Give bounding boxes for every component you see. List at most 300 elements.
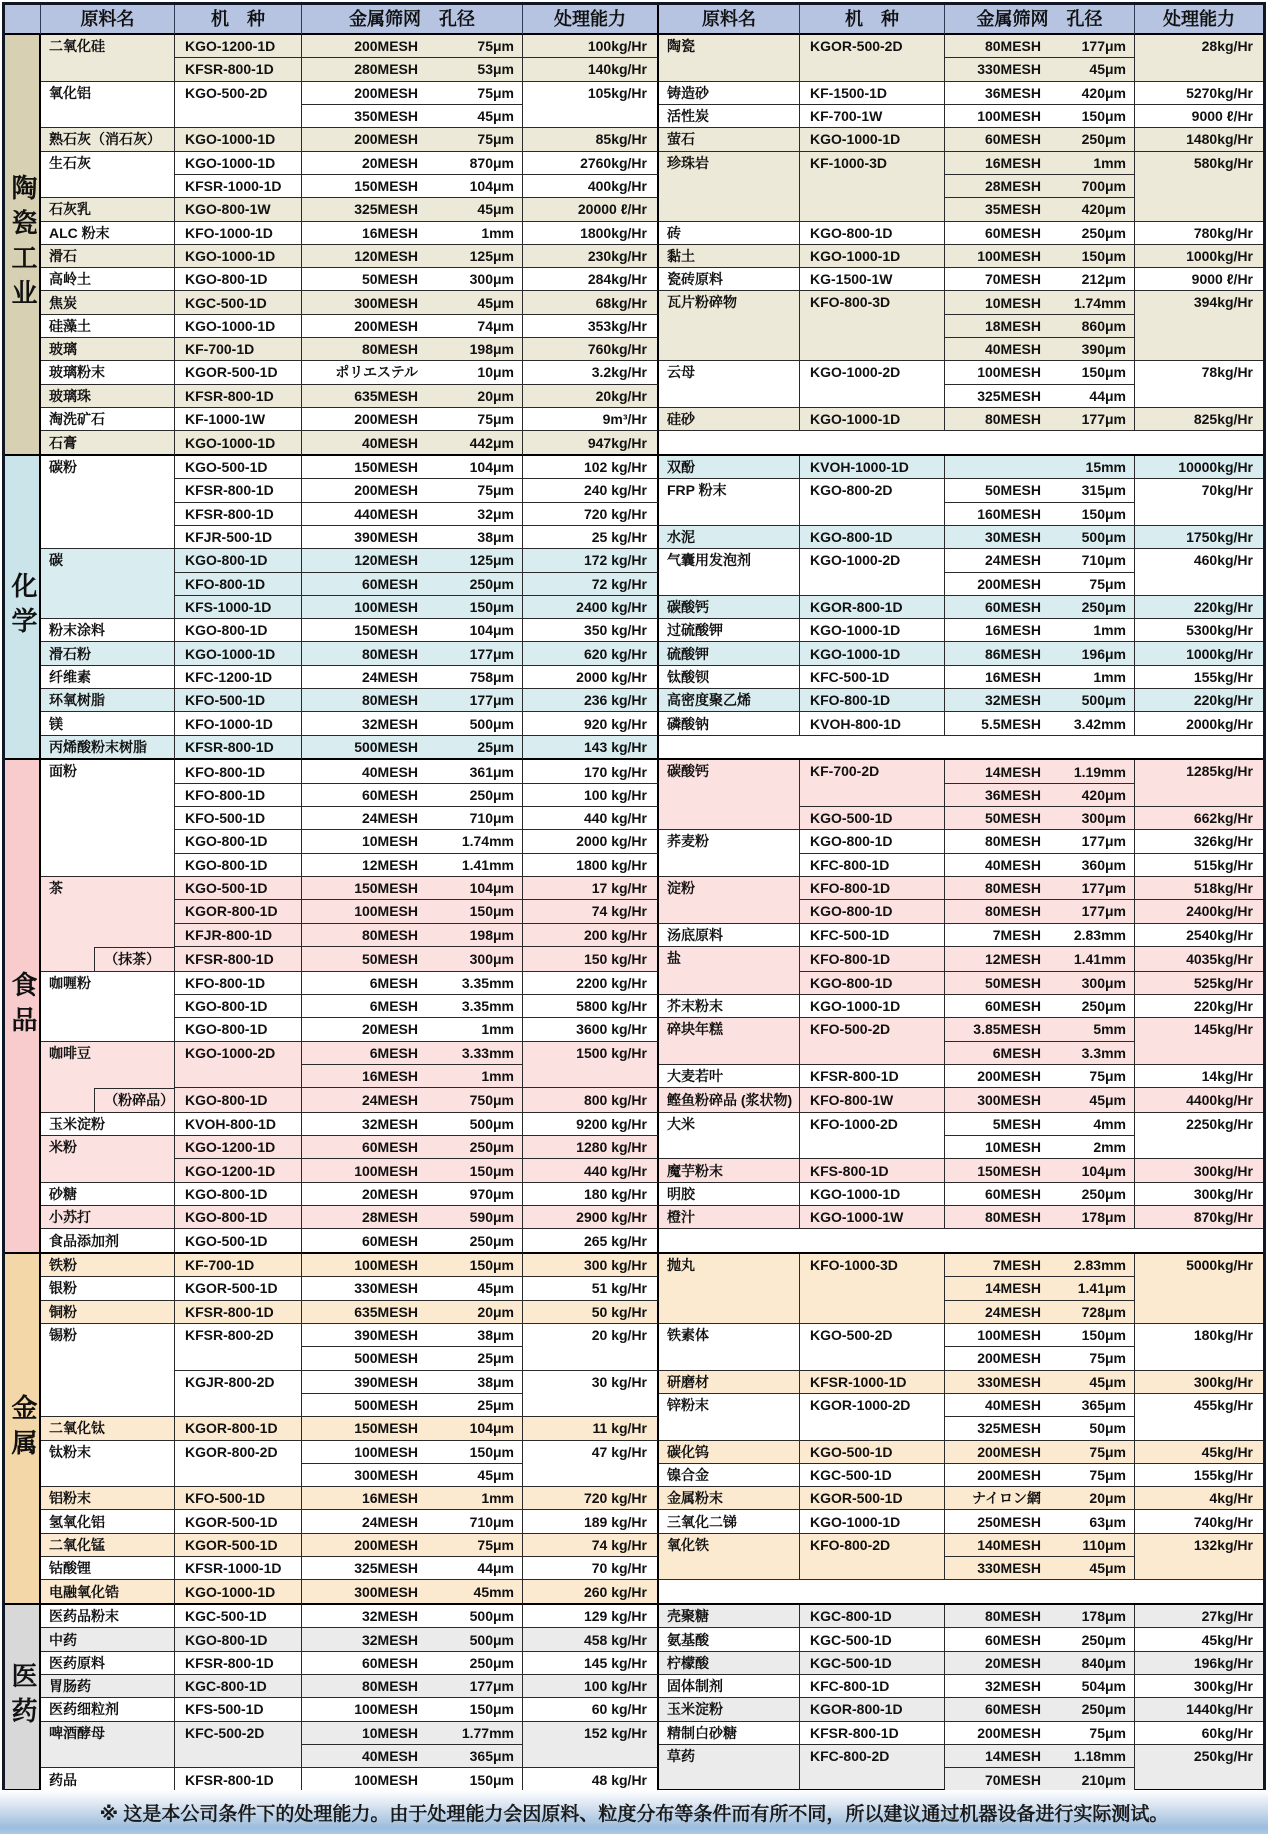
aperture-cell: 125μm (432, 549, 523, 572)
machine-cell: KFC-800-1D (800, 854, 945, 877)
mesh-cell: 50MESH (302, 268, 432, 291)
machine-cell: KGO-1000-1D (175, 642, 302, 665)
mesh-cell: 5.5MESH (945, 712, 1055, 735)
mesh-cell: 100MESH (945, 105, 1055, 128)
aperture-cell: 177μm (1055, 408, 1135, 431)
material-cell: 碳化钨 (659, 1441, 800, 1464)
machine-cell: KFS-800-1D (800, 1159, 945, 1182)
machine-cell: KFSR-1000-1D (800, 1371, 945, 1394)
header-mesh-aperture-left: 金属筛网 孔径 (302, 5, 523, 35)
material-cell: 米粉 (41, 1136, 175, 1183)
aperture-cell: 75μm (432, 408, 523, 431)
capacity-cell: 220kg/Hr (1135, 596, 1263, 619)
mesh-cell: 330MESH (945, 1557, 1055, 1580)
aperture-cell: 250μm (432, 1652, 523, 1675)
material-cell: 金属粉末 (659, 1487, 800, 1510)
machine-cell: KGO-1000-1D (800, 408, 945, 431)
mesh-cell: 390MESH (302, 526, 432, 549)
aperture-cell: 44μm (1055, 385, 1135, 408)
aperture-cell: 177μm (1055, 900, 1135, 923)
machine-cell: KFO-1000-1D (175, 712, 302, 735)
material-cell: 氧化铝 (41, 82, 175, 129)
material-cell: 淀粉 (659, 877, 800, 924)
mesh-cell: 60MESH (302, 573, 432, 596)
mesh-cell: 80MESH (945, 35, 1055, 58)
aperture-cell: 212μm (1055, 268, 1135, 291)
material-cell: 精制白砂糖 (659, 1722, 800, 1745)
mesh-cell: 60MESH (945, 995, 1055, 1018)
machine-cell: KFC-500-2D (175, 1722, 302, 1769)
aperture-cell: 15mm (1055, 456, 1135, 479)
aperture-cell: 500μm (1055, 689, 1135, 712)
mesh-cell: 10MESH (945, 1136, 1055, 1159)
aperture-cell: 250μm (1055, 222, 1135, 245)
mesh-cell: 200MESH (945, 1441, 1055, 1464)
machine-cell: KFS-500-1D (175, 1698, 302, 1721)
aperture-cell: 125μm (432, 245, 523, 268)
machine-cell: KGC-500-1D (800, 1628, 945, 1651)
mesh-cell: 300MESH (945, 1088, 1055, 1113)
mesh-cell: 70MESH (945, 1768, 1055, 1791)
mesh-cell: 80MESH (302, 689, 432, 712)
machine-cell: KGOR-1000-2D (800, 1394, 945, 1441)
aperture-cell: 2.83mm (1055, 924, 1135, 947)
empty-row (659, 1229, 1263, 1254)
mesh-cell: 200MESH (945, 1722, 1055, 1745)
aperture-cell: 1mm (432, 1487, 523, 1510)
machine-cell: KFO-500-2D (800, 1018, 945, 1065)
machine-cell: KFSR-800-1D (175, 58, 302, 81)
mesh-cell: ポリエステル (302, 361, 432, 384)
capacity-cell: 1500 kg/Hr (523, 1042, 659, 1089)
aperture-cell: 500μm (1055, 526, 1135, 549)
machine-cell: KFC-1200-1D (175, 666, 302, 689)
material-cell: 滑石 (41, 245, 175, 268)
capacity-cell: 5800 kg/Hr (523, 995, 659, 1018)
aperture-cell: 38μm (432, 526, 523, 549)
machine-cell: KGO-800-1D (175, 1183, 302, 1206)
mesh-cell: 80MESH (945, 900, 1055, 923)
material-cell: 石膏 (41, 431, 175, 456)
aperture-cell: 3.33mm (432, 1042, 523, 1065)
machine-cell: KGC-500-1D (800, 1464, 945, 1487)
capacity-cell: 20 kg/Hr (523, 1324, 659, 1371)
category-label: 金属 (5, 1254, 41, 1605)
mesh-cell: 12MESH (302, 854, 432, 877)
machine-cell: KGO-800-1D (800, 222, 945, 245)
mesh-cell: 100MESH (302, 1698, 432, 1721)
machine-cell: KGO-1200-1D (175, 1159, 302, 1182)
mesh-cell: 40MESH (945, 854, 1055, 877)
aperture-cell: 300μm (1055, 807, 1135, 830)
mesh-cell: 390MESH (302, 1371, 432, 1394)
capacity-cell: 172 kg/Hr (523, 549, 659, 572)
material-cell: 丙烯酸粉末树脂 (41, 736, 175, 761)
mesh-cell: 24MESH (302, 1088, 432, 1113)
aperture-cell: 75μm (432, 1534, 523, 1557)
machine-cell: KGO-1000-2D (175, 1042, 302, 1089)
aperture-cell: 250μm (432, 573, 523, 596)
machine-cell: KFC-800-1D (800, 1675, 945, 1698)
capacity-cell: 720 kg/Hr (523, 1487, 659, 1510)
capacity-cell: 105kg/Hr (523, 82, 659, 129)
material-cell: 磷酸钠 (659, 712, 800, 735)
capacity-cell: 518kg/Hr (1135, 877, 1263, 900)
aperture-cell: 104μm (432, 619, 523, 642)
capacity-cell: 189 kg/Hr (523, 1510, 659, 1533)
capacity-cell: 2760kg/Hr (523, 152, 659, 175)
capacity-cell: 3600 kg/Hr (523, 1018, 659, 1041)
mesh-cell: 150MESH (302, 877, 432, 900)
machine-cell: KGO-1000-1D (175, 1580, 302, 1605)
aperture-cell: 250μm (432, 1229, 523, 1254)
empty-row (659, 1580, 1263, 1605)
aperture-cell: 361μm (432, 760, 523, 783)
machine-cell: KFS-1000-1D (175, 596, 302, 619)
capacity-cell: 180kg/Hr (1135, 1324, 1263, 1371)
machine-cell: KGC-500-1D (175, 291, 302, 314)
material-cell: 药品 (41, 1768, 175, 1791)
aperture-cell: 500μm (432, 1605, 523, 1628)
mesh-cell: 200MESH (945, 1347, 1055, 1370)
capacity-cell: 9m³/Hr (523, 408, 659, 431)
aperture-cell: 390μm (1055, 338, 1135, 361)
aperture-cell: 75μm (1055, 1065, 1135, 1088)
aperture-cell: 74μm (432, 315, 523, 338)
aperture-cell: 1.18mm (1055, 1745, 1135, 1768)
aperture-cell: 1mm (1055, 619, 1135, 642)
mesh-cell: 100MESH (302, 900, 432, 923)
mesh-cell: 24MESH (945, 1301, 1055, 1324)
aperture-cell: 75μm (1055, 1441, 1135, 1464)
material-cell: 钴酸锂 (41, 1557, 175, 1580)
mesh-cell: 150MESH (945, 1159, 1055, 1182)
machine-cell: KGO-500-2D (800, 1324, 945, 1371)
mesh-cell: 60MESH (945, 222, 1055, 245)
capacity-cell: 14kg/Hr (1135, 1065, 1263, 1088)
aperture-cell: 104μm (432, 175, 523, 198)
machine-cell: KVOH-800-1D (800, 712, 945, 735)
mesh-cell: 80MESH (302, 338, 432, 361)
aperture-cell: 970μm (432, 1183, 523, 1206)
capacity-cell: 720 kg/Hr (523, 503, 659, 526)
mesh-cell: 20MESH (945, 1652, 1055, 1675)
machine-cell: KGO-800-1D (175, 549, 302, 572)
empty-row (659, 431, 1263, 456)
capacity-cell: 60 kg/Hr (523, 1698, 659, 1721)
material-cell: 明胶 (659, 1183, 800, 1206)
machine-cell: KGOR-800-1D (800, 1698, 945, 1721)
mesh-cell: 300MESH (302, 291, 432, 314)
mesh-cell: 70MESH (945, 268, 1055, 291)
mesh-cell: 250MESH (945, 1510, 1055, 1533)
mesh-cell: 32MESH (945, 1675, 1055, 1698)
mesh-cell: 32MESH (302, 1113, 432, 1136)
capacity-cell: 2000 kg/Hr (523, 666, 659, 689)
aperture-cell: 196μm (1055, 642, 1135, 665)
machine-cell: KFO-800-3D (800, 291, 945, 361)
machine-cell: KVOH-1000-1D (800, 456, 945, 479)
aperture-cell: 3.35mm (432, 972, 523, 995)
category-label: 陶瓷工业 (5, 35, 41, 456)
capacity-cell: 9000 ℓ/Hr (1135, 105, 1263, 128)
material-cell: 胃肠药 (41, 1675, 175, 1698)
aperture-cell: 20μm (1055, 1487, 1135, 1510)
machine-cell: KVOH-800-1D (175, 1113, 302, 1136)
aperture-cell: 420μm (1055, 82, 1135, 105)
mesh-cell: 28MESH (945, 175, 1055, 198)
material-cell: 医药原料 (41, 1652, 175, 1675)
capacity-cell: 20000 ℓ/Hr (523, 198, 659, 221)
mesh-cell: 6MESH (302, 972, 432, 995)
mesh-cell: 14MESH (945, 1745, 1055, 1768)
capacity-cell: 5300kg/Hr (1135, 619, 1263, 642)
capacity-cell: 68kg/Hr (523, 291, 659, 314)
aperture-cell: 45μm (432, 1277, 523, 1300)
capacity-cell: 100 kg/Hr (523, 784, 659, 807)
aperture-cell: 365μm (1055, 1394, 1135, 1417)
mesh-cell: 24MESH (302, 1510, 432, 1533)
mesh-cell: 28MESH (302, 1206, 432, 1229)
capacity-cell: 920 kg/Hr (523, 712, 659, 735)
mesh-cell: 50MESH (945, 972, 1055, 995)
capacity-cell: 260 kg/Hr (523, 1580, 659, 1605)
capacity-cell: 2000kg/Hr (1135, 712, 1263, 735)
material-cell: 大麦若叶 (659, 1065, 800, 1088)
mesh-cell: 200MESH (302, 82, 432, 105)
capacity-cell: 45kg/Hr (1135, 1628, 1263, 1651)
mesh-cell: 60MESH (302, 1136, 432, 1159)
mesh-cell: 100MESH (945, 1324, 1055, 1347)
aperture-cell: 32μm (432, 503, 523, 526)
material-cell: 咖喱粉 (41, 972, 175, 1042)
machine-cell: KGO-1000-1D (175, 315, 302, 338)
mesh-cell: 80MESH (945, 830, 1055, 853)
aperture-cell: 178μm (1055, 1605, 1135, 1628)
machine-cell: KGO-1000-1D (175, 152, 302, 175)
material-cell: 二氧化硅 (41, 35, 175, 82)
material-cell: 三氧化二锑 (659, 1510, 800, 1533)
capacity-cell: 72 kg/Hr (523, 573, 659, 596)
mesh-cell: 60MESH (945, 128, 1055, 151)
aperture-cell: 1mm (432, 1065, 523, 1088)
capacity-cell: 51 kg/Hr (523, 1277, 659, 1300)
capacity-cell: 25 kg/Hr (523, 526, 659, 549)
machine-cell: KFO-800-1D (175, 784, 302, 807)
material-cell: 过硫酸钾 (659, 619, 800, 642)
aperture-cell: 25μm (432, 1347, 523, 1370)
capacity-cell: 50 kg/Hr (523, 1301, 659, 1324)
material-cell: 石灰乳 (41, 198, 175, 221)
machine-cell: KGO-1000-1D (800, 1183, 945, 1206)
mesh-cell: 60MESH (302, 1652, 432, 1675)
capacity-cell: 1000kg/Hr (1135, 642, 1263, 665)
capacity-cell: 580kg/Hr (1135, 152, 1263, 222)
material-cell: 滑石粉 (41, 642, 175, 665)
material-cell: 云母 (659, 361, 800, 408)
category-label: 食品 (5, 760, 41, 1254)
capacity-cell: 284kg/Hr (523, 268, 659, 291)
machine-cell: KGO-500-1D (175, 456, 302, 479)
material-cell: 硅砂 (659, 408, 800, 431)
mesh-cell: 14MESH (945, 760, 1055, 783)
mesh-cell: 100MESH (302, 1441, 432, 1464)
mesh-cell: 50MESH (302, 947, 432, 972)
aperture-cell: 150μm (1055, 361, 1135, 384)
machine-cell: KGO-1000-1D (175, 128, 302, 151)
mesh-cell: 16MESH (302, 222, 432, 245)
machine-cell: KGO-1000-1D (800, 245, 945, 268)
aperture-cell: 500μm (432, 1113, 523, 1136)
machine-cell: KGO-800-1D (800, 972, 945, 995)
machine-cell: KF-700-1W (800, 105, 945, 128)
aperture-cell: 728μm (1055, 1301, 1135, 1324)
material-cell: 黏土 (659, 245, 800, 268)
aperture-cell: 1.74mm (432, 830, 523, 853)
mesh-cell: 280MESH (302, 58, 432, 81)
machine-cell: KGO-800-1W (175, 198, 302, 221)
mesh-cell: 100MESH (354, 1771, 418, 1788)
machine-cell: KGJR-800-2D (175, 1371, 302, 1418)
machine-cell: KFC-800-2D (800, 1745, 945, 1791)
mesh-cell: 60MESH (945, 1628, 1055, 1651)
machine-cell: KFO-800-1D (175, 573, 302, 596)
aperture-cell: 250μm (1055, 1183, 1135, 1206)
capacity-cell: 2200 kg/Hr (523, 972, 659, 995)
aperture-cell: 1.41mm (1055, 947, 1135, 972)
capacity-cell: 1000kg/Hr (1135, 245, 1263, 268)
material-cell: 玻璃珠 (41, 385, 175, 408)
mesh-cell: 100MESH (302, 1159, 432, 1182)
mesh-cell: 50MESH (945, 807, 1055, 830)
machine-cell: KGC-800-1D (800, 1605, 945, 1628)
aperture-cell: 104μm (432, 456, 523, 479)
capacity-cell: 70kg/Hr (1135, 479, 1263, 526)
table-header (5, 5, 1263, 35)
aperture-cell: 150μm (1055, 245, 1135, 268)
machine-cell: KGOR-800-1D (800, 596, 945, 619)
capacity-cell: 236 kg/Hr (523, 689, 659, 712)
capacity-cell: 28kg/Hr (1135, 35, 1263, 82)
mesh-cell: 20MESH (302, 1183, 432, 1206)
mesh-cell: 60MESH (302, 1229, 432, 1254)
capacity-cell: 350 kg/Hr (523, 619, 659, 642)
mesh-cell: 35MESH (945, 198, 1055, 221)
capacity-cell: 200 kg/Hr (523, 924, 659, 947)
material-cell: 熟石灰（消石灰） (41, 128, 175, 151)
capacity-cell: 326kg/Hr (1135, 830, 1263, 853)
machine-cell: KGO-1000-2D (800, 361, 945, 408)
aperture-cell: 150μm (432, 596, 523, 619)
material-cell: 橙汁 (659, 1206, 800, 1229)
material-cell: 盐 (659, 947, 800, 995)
mesh-cell: 200MESH (302, 35, 432, 58)
machine-cell: KGOR-500-1D (800, 1487, 945, 1510)
aperture-cell: 300μm (432, 268, 523, 291)
capacity-cell: 102 kg/Hr (523, 456, 659, 479)
mesh-cell: 36MESH (945, 784, 1055, 807)
mesh-cell: 18MESH (945, 315, 1055, 338)
material-cell: 研磨材 (659, 1371, 800, 1394)
machine-cell: KFSR-800-1D (800, 1065, 945, 1088)
category-label: 医药 (5, 1605, 41, 1791)
aperture-cell: 442μm (432, 431, 523, 456)
aperture-cell: 10μm (432, 361, 523, 384)
material-cell: 茶 (41, 877, 175, 947)
machine-cell: KFSR-800-1D (175, 736, 302, 761)
mesh-cell: 12MESH (945, 947, 1055, 972)
aperture-cell: 1.77mm (432, 1722, 523, 1745)
capacity-cell: 458 kg/Hr (523, 1628, 659, 1651)
aperture-cell: 75μm (1055, 1347, 1135, 1370)
material-cell: 铝粉末 (41, 1487, 175, 1510)
material-cell: 医药细粒剂 (41, 1698, 175, 1721)
material-cell: 萤石 (659, 128, 800, 151)
aperture-cell: 500μm (432, 1628, 523, 1651)
material-cell: 汤底原料 (659, 924, 800, 947)
capacity-cell: 2250kg/Hr (1135, 1113, 1263, 1160)
aperture-cell: 178μm (1055, 1206, 1135, 1229)
header-material-left: 原料名 (41, 5, 175, 35)
capacity-cell: 1800kg/Hr (523, 222, 659, 245)
mesh-cell: 330MESH (945, 58, 1055, 81)
machine-cell: KF-1500-1D (800, 82, 945, 105)
machine-cell: KGO-800-1D (800, 526, 945, 549)
material-cell: 碎块年糕 (659, 1018, 800, 1065)
mesh-cell: 200MESH (945, 573, 1055, 596)
machine-cell: KFC-500-1D (800, 924, 945, 947)
aperture-cell: 45μm (432, 105, 523, 128)
material-cell: 大米 (659, 1113, 800, 1160)
material-cell: 瓦片粉碎物 (659, 291, 800, 361)
capacity-cell: 1480kg/Hr (1135, 128, 1263, 151)
aperture-cell: 150μm (1055, 105, 1135, 128)
material-cell: 食品添加剂 (41, 1229, 175, 1254)
material-cell: 铁粉 (41, 1254, 175, 1277)
capacity-cell: 9000 ℓ/Hr (1135, 268, 1263, 291)
mesh-cell: 200MESH (302, 1534, 432, 1557)
aperture-cell: 360μm (1055, 854, 1135, 877)
aperture-cell: 250μm (432, 1136, 523, 1159)
mesh-cell: 100MESH (302, 596, 432, 619)
aperture-cell: 758μm (432, 666, 523, 689)
aperture-cell: 1mm (1055, 666, 1135, 689)
machine-cell: KGO-500-2D (175, 82, 302, 129)
mesh-cell: 40MESH (945, 338, 1055, 361)
capacity-cell: 760kg/Hr (523, 338, 659, 361)
aperture-cell: 177μm (1055, 830, 1135, 853)
mesh-cell: 16MESH (302, 1487, 432, 1510)
mesh-cell: 150MESH (302, 619, 432, 642)
capacity-cell: 2900 kg/Hr (523, 1206, 659, 1229)
material-cell: 锡粉 (41, 1324, 175, 1417)
mesh-cell: 635MESH (302, 1301, 432, 1324)
material-cell: 碳 (41, 549, 175, 619)
aperture-cell: 250μm (1055, 596, 1135, 619)
aperture-cell: 45μm (432, 1464, 523, 1487)
aperture-cell: 840μm (1055, 1652, 1135, 1675)
aperture-cell: 1mm (1055, 152, 1135, 175)
aperture-cell: 25μm (432, 736, 523, 761)
mesh-cell: 500MESH (302, 736, 432, 761)
capacity-cell: 300kg/Hr (1135, 1183, 1263, 1206)
material-cell: 二氧化锰 (41, 1534, 175, 1557)
aperture-cell: 300μm (432, 947, 523, 972)
machine-cell: KFC-500-1D (800, 666, 945, 689)
material-cell: 啤酒酵母 (41, 1722, 175, 1769)
material-cell: 壳聚糖 (659, 1605, 800, 1628)
aperture-cell: 45μm (1055, 1557, 1135, 1580)
